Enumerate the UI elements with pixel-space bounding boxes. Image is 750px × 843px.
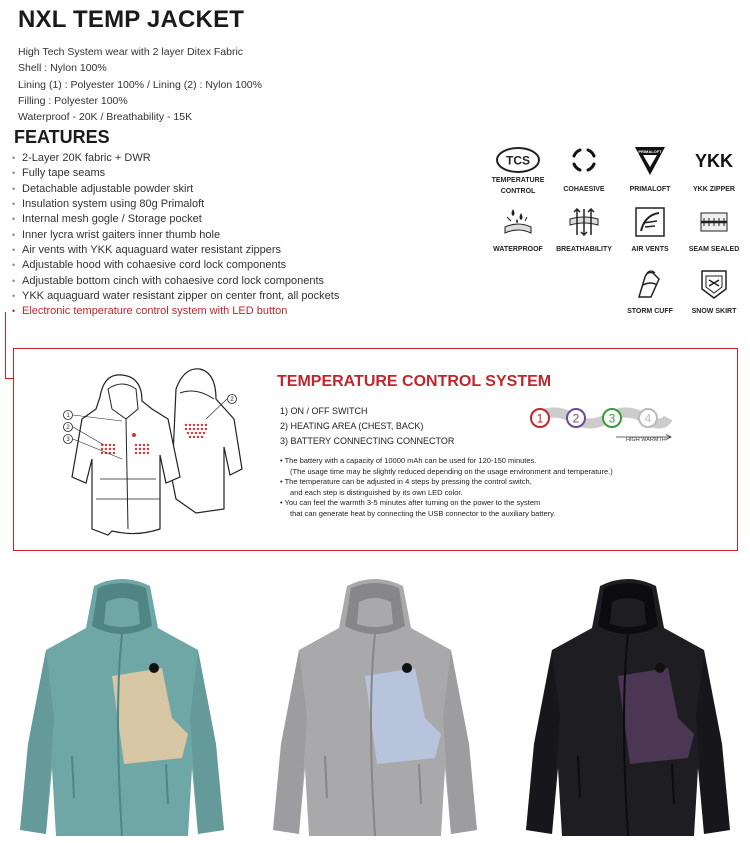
spec-line: Lining (1) : Polyester 100% / Lining (2) : Nylon 100% (18, 78, 262, 91)
tcs-component: 3) BATTERY CONNECTING CONNECTOR (280, 436, 455, 446)
cohaesive-feature (550, 145, 618, 195)
led-control-button (402, 663, 412, 673)
snow-skirt-icon (697, 267, 731, 301)
icon-label: STORM CUFF (627, 308, 673, 315)
note-line: that can generate heat by connecting the USB connector to the auxiliary battery. (290, 508, 556, 518)
step-number: 1 (536, 411, 544, 426)
hood-opening (357, 598, 393, 627)
icon-label: COHAESIVE (563, 186, 605, 193)
seam-sealed-icon (697, 205, 731, 239)
seam-sealed-feature (680, 205, 748, 255)
tcs-title: TEMPERATURE CONTROL SYSTEM (277, 373, 552, 390)
temperature-control-panel (13, 348, 738, 551)
tcs-component: 1) ON / OFF SWITCH (280, 406, 368, 416)
product-title: NXL TEMP JACKET (18, 6, 245, 33)
temperature-control-feature (484, 145, 552, 196)
feature-item: • Detachable adjustable powder skirt (12, 182, 339, 197)
primaloft-icon (633, 145, 667, 177)
warmth-steps-indicator (524, 401, 674, 435)
icon-label: WATERPROOF (493, 246, 543, 253)
note-line: • The temperature can be adjusted in 4 steps by pressing the control switch, (280, 477, 532, 487)
note-line: (The usage time may be slightly reduced depending on the usage environment and temperature.) (290, 466, 613, 476)
tcs-component: 2) HEATING AREA (CHEST, BACK) (280, 421, 424, 431)
feature-item: • Adjustable hood with cohaesive cord lock components (12, 258, 339, 273)
features-heading: FEATURES (14, 127, 110, 147)
air-vents-feature (616, 205, 684, 255)
waterproof-icon (501, 205, 535, 239)
product-specs (18, 44, 262, 125)
air-vents-icon (633, 205, 667, 239)
spec-line: Filling : Polyester 100% (18, 94, 128, 107)
storm-cuff-icon (633, 267, 667, 301)
callout-number: 1 (66, 413, 70, 420)
step-number: 4 (644, 411, 652, 426)
led-control-button (149, 663, 159, 673)
cohaesive-icon (569, 145, 599, 175)
primaloft-feature (616, 145, 684, 195)
icon-label: PRIMALOFT (629, 186, 671, 193)
ykk-icon (689, 145, 739, 175)
feature-item: • Insulation system using 80g Primaloft (12, 197, 339, 212)
icon-label: YKK ZIPPER (692, 186, 735, 193)
feature-item: • YKK aquaguard water resistant zipper on center front, all pockets (12, 289, 339, 304)
snow-skirt-feature (680, 267, 748, 317)
callout-number: 2 (66, 425, 70, 432)
jacket-image-teal (2, 568, 242, 843)
tcs-icon (495, 145, 541, 175)
jacket-line-drawing (56, 359, 256, 559)
icon-label: SEAM SEALED (688, 246, 740, 253)
feature-item: • Fully tape seams (12, 166, 339, 181)
feature-item: • Adjustable bottom cinch with cohaesive cord lock components (12, 274, 339, 289)
spec-line: High Tech System wear with 2 layer Ditex Fabric (18, 46, 244, 58)
waterproof-feature (484, 205, 552, 255)
feature-item: • Internal mesh gogle / Storage pocket (12, 212, 339, 227)
jacket-left-sleeve (273, 650, 307, 834)
feature-item: • Air vents with YKK aquaguard water resistant zippers (12, 243, 339, 258)
step-number: 2 (572, 411, 580, 426)
spec-line: Shell : Nylon 100% (18, 62, 107, 75)
note-line: • You can feel the warmth 3-5 minutes after turning on the power to the system (280, 498, 541, 508)
ykk-logo-text: YKK (694, 151, 734, 171)
icon-label: AIR VENTS (631, 246, 669, 253)
jacket-left-sleeve (526, 650, 560, 834)
led-control-button (655, 663, 665, 673)
note-line: and each step is distinguished by its own LED color. (290, 487, 463, 497)
icon-label: TEMPERATURE (491, 177, 545, 184)
ykk-zipper-feature (680, 145, 748, 195)
icon-label: SNOW SKIRT (691, 308, 737, 315)
icon-label: CONTROL (500, 187, 536, 195)
icon-label: BREATHABILITY (556, 246, 612, 253)
jacket-left-sleeve (20, 650, 54, 834)
tcs-components (280, 404, 454, 449)
spec-line: Waterproof - 20K / Breathability - 15K (18, 111, 193, 124)
features-list (12, 151, 339, 320)
step-number: 3 (608, 411, 616, 426)
jacket-right-sleeve (696, 650, 730, 834)
breathability-icon (567, 205, 601, 239)
colorway-gallery (0, 568, 750, 843)
primaloft-logo-text: PRIMALOFT (638, 149, 662, 154)
connector-line (5, 312, 6, 378)
high-warmth-label: HIGH WARMTH (626, 437, 666, 443)
note-line: • The battery with a capacity of 10000 mAh can be used for 120-150 minutes. (280, 456, 537, 465)
tcs-notes (280, 456, 613, 520)
jacket-image-grey (255, 568, 495, 843)
jacket-right-sleeve (190, 650, 224, 834)
jacket-right-sleeve (443, 650, 477, 834)
jacket-image-black (508, 568, 748, 843)
callout-number: 3 (66, 437, 70, 444)
feature-item: • 2-Layer 20K fabric + DWR (12, 151, 339, 166)
tcs-logo-text: TCS (506, 153, 530, 168)
connector-line (5, 378, 13, 379)
storm-cuff-feature (616, 267, 684, 317)
hood-opening (104, 598, 140, 627)
hood-opening (610, 598, 646, 627)
feature-item: • Inner lycra wrist gaiters inner thumb hole (12, 228, 339, 243)
callout-number: 2 (230, 397, 234, 404)
feature-item-highlight: • Electronic temperature control system with LED button (12, 304, 339, 319)
breathability-feature (550, 205, 618, 255)
